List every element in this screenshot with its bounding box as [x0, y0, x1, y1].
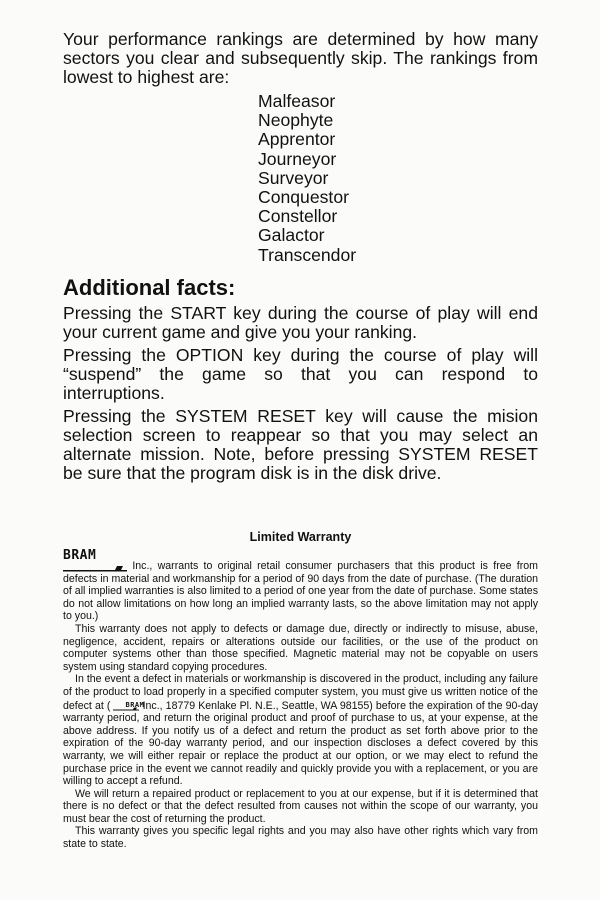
- ranking-item: Neophyte: [258, 110, 334, 131]
- ranking-item: Constellor: [258, 206, 338, 227]
- warranty-text-3a: In the event a defect in materials or workmanship is discovered in the product, including any failure of the product to load properly in a specified computer system, you must give us written notice of the defect at (: [63, 673, 538, 712]
- ranking-item: Transcendor: [258, 244, 357, 265]
- fact-start-key: Pressing the START key during the course of play will end your current game and give you your ranking.: [63, 302, 538, 342]
- warranty-paragraph-4: We will return a repaired product or replacement to you at our expense, but if it is determined that there is no defect or that the defect resulted from causes not within the scope of our warranty, you must bear the cost of returning the product.: [63, 787, 538, 825]
- ranking-item: Galactor: [258, 225, 325, 246]
- warranty-paragraph-1: [63, 550, 538, 623]
- warranty-paragraph-5: This warranty gives you specific legal rights and you may also have other rights which vary from state to state.: [63, 825, 538, 851]
- fact-system-reset-key: Pressing the SYSTEM RESET key will cause the mision selection screen to reappear so that you may select an alternate mission. Note, before pressing SYSTEM RESET be sure that the program disk is in the disk drive.: [63, 405, 538, 483]
- bram-logo-icon: BRAM: [63, 550, 127, 572]
- warranty-paragraph-2: This warranty does not apply to defects or damage due, directly or indirectly to misuse, abuse, negligence, accident, repairs or alterations outside our facilities, or the use of the product on computer systems other than those specified. Magnetic material may not be copyable on users system using standard copying procedures.: [63, 622, 538, 673]
- warranty-text-3b: Inc., 18779 Kenlake Pl. N.E., Seattle, WA 98155) before the expiration of the 90-day warranty period, and return the original product and proof of purchase to us, at your expense, at the above address. If you notify us of a defect and return the product as set forth above prior to the expiration of the 90-day warranty period, and our inspection discloses a defect covered by this warranty, we will either repair or replace the product at our option, or we may elect to refund the purchase price in the event we cannot readily and quickly provide you with a replacement, or you are willing to accept a refund.: [63, 699, 538, 788]
- additional-facts-heading: Additional facts:: [63, 274, 236, 300]
- warranty-title: Limited Warranty: [249, 530, 352, 544]
- rankings-list: [258, 92, 538, 265]
- ranking-item: Malfeasor: [258, 91, 336, 111]
- rankings-intro: Your performance rankings are determined by how many sectors you clear and subsequently skip. The rankings from lowest to highest are:: [63, 29, 538, 87]
- limited-warranty-section: [63, 530, 538, 851]
- ranking-item: Journeyor: [258, 148, 337, 169]
- warranty-paragraph-3: [63, 673, 538, 787]
- ranking-item: Apprentor: [258, 129, 336, 150]
- ranking-item: Conquestor: [258, 187, 349, 208]
- bram-logo-small-icon: BRAM: [113, 699, 139, 711]
- fact-option-key: Pressing the OPTION key during the course of play will “suspend” the game so that you can respond to interruptions.: [63, 344, 538, 403]
- ranking-item: Surveyor: [258, 167, 329, 188]
- warranty-text-1: Inc., warrants to original retail consumer purchasers that this product is free from defects in material and workmanship for a period of 90 days from the date of purchase. (The duration of all implied warranties is also limited to a period of one year from the date of purchase. Some states do not allow limitations on how long an implied warranty lasts, so the above limitation may not apply to you.): [63, 560, 538, 623]
- manual-page: [63, 30, 538, 487]
